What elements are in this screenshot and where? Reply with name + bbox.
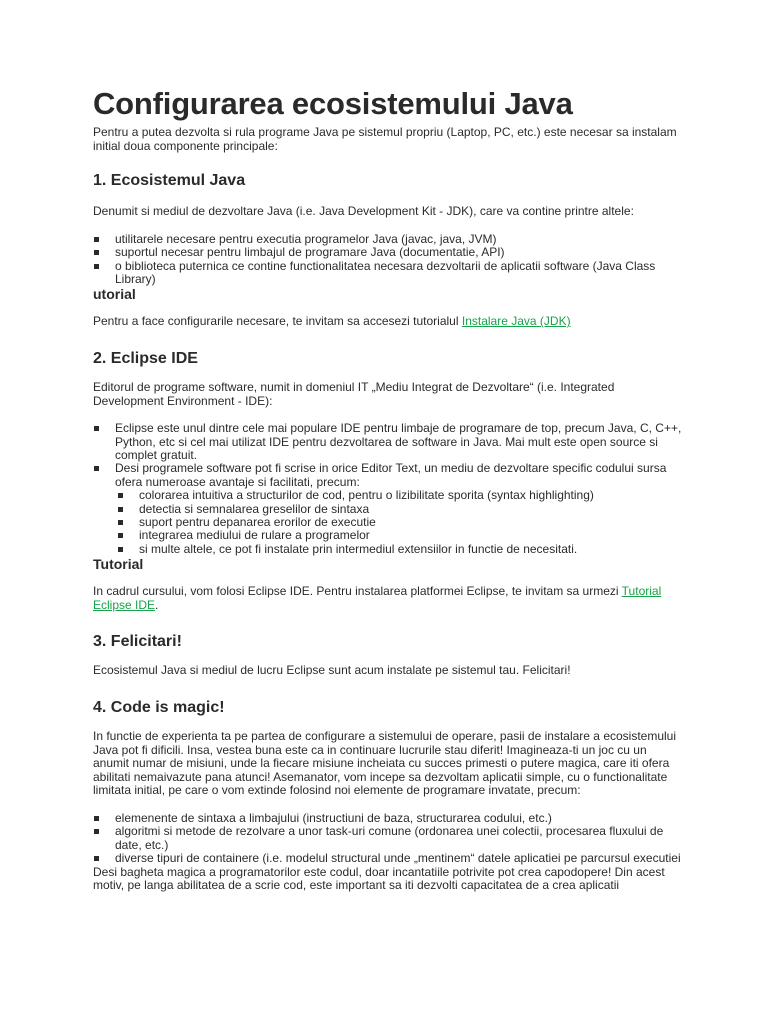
document-page — [93, 86, 683, 893]
code-magic-list — [93, 812, 683, 866]
tutorial-java-text — [93, 315, 683, 329]
tutorial-eclipse-prefix: In cadrul cursului, vom folosi Eclipse IDE. Pentru instalarea platformei Eclipse, te invitam sa urmezi — [93, 584, 622, 599]
section-heading-felicitari: 3. Felicitari! — [93, 633, 182, 651]
list-item: utilitarele necesare pentru executia programelor Java (javac, java, JVM) — [93, 233, 683, 246]
page-title: Configurarea ecosistemului Java — [93, 86, 573, 121]
eclipse-list — [93, 422, 683, 556]
section-code-magic-text: In functie de experienta ta pe partea de configurare a sistemului de operare, pasii de instalare a ecosistemului Java pot fi dificili. Insa, vestea buna este ca in continuare lucrurile stau diferit! Imagineaza-ti un joc cu un anumit numar de misiuni, unde la fiecare misiune incheiata cu succes primesti o putere magica, care iti ofera abilitati nemaivazute pana atunci! Asemanator, vom incepe sa dezvoltam aplicatii simple, cu o functionalitate limitata initial, pe care o vom extinde folosind noi elemente de programare invatate, precum: — [93, 729, 677, 798]
list-item: diverse tipuri de containere (i.e. modelul structural unde „mentinem“ datele aplicatiei pe parcursul executiei — [93, 852, 683, 865]
list-item: elemenente de sintaxa a limbajului (instructiuni de baza, structurarea codului, etc.) — [93, 812, 683, 825]
tutorial-eclipse-text — [93, 585, 683, 612]
list-item: algoritmi si metode de rezolvare a unor task-uri comune (ordonarea unei colectii, procesarea fluxului de date, etc.) — [93, 825, 683, 852]
list-item — [93, 462, 683, 556]
sub-list-item: suport pentru depanarea erorilor de executie — [93, 516, 683, 529]
list-item-text: Desi programele software pot fi scrise in orice Editor Text, un mediu de dezvoltare specific codului sursa ofera numeroase avantaje si facilitati, precum: — [115, 461, 667, 489]
list-item: o biblioteca puternica ce contine functionalitatea necesara dezvoltarii de aplicatii software (Java Class Library) — [93, 260, 683, 287]
section-heading-code-magic: 4. Code is magic! — [93, 699, 225, 717]
sub-list-item: detectia si semnalarea greselilor de sintaxa — [93, 503, 683, 516]
closing-paragraph: Desi bagheta magica a programatorilor este codul, doar incantatiile potrivite pot crea capodopere! Din acest motiv, pe langa abilitatea de a scrie cod, este important sa iti dezvolti capacitatea de a crea aplicatii — [93, 864, 665, 893]
tutorial-eclipse-link[interactable]: Tutorial Eclipse IDE — [93, 584, 662, 612]
ecosistem-list — [93, 233, 683, 287]
intro-paragraph: Pentru a putea dezvolta si rula programe Java pe sistemul propriu (Laptop, PC, etc.) este necesar sa instalam initial doua componente principale: — [93, 125, 677, 153]
sub-list-item: colorarea intuitiva a structurilor de cod, pentru o lizibilitate sporita (syntax highlighting) — [93, 489, 683, 502]
list-item: suportul necesar pentru limbajul de programare Java (documentatie, API) — [93, 246, 683, 259]
section-heading-ecosistem: 1. Ecosistemul Java — [93, 172, 246, 190]
eclipse-sublist — [93, 489, 683, 556]
section-heading-eclipse: 2. Eclipse IDE — [93, 350, 198, 367]
instalare-java-link[interactable]: Instalare Java (JDK) — [461, 314, 571, 329]
tutorial-heading-java: utorial — [93, 286, 136, 303]
section-ecosistem-text: Denumit si mediul de dezvoltare Java (i.e. Java Development Kit - JDK), care va contine printre altele: — [93, 204, 634, 219]
tutorial-heading-eclipse: Tutorial — [93, 556, 144, 573]
list-item: Eclipse este unul dintre cele mai populare IDE pentru limbaje de programare de top, precum Java, C, C++, Python, etc si cel mai utilizat IDE pentru dezvoltarea de software in Java. Mai mult este open source si complet gratuit. — [93, 422, 683, 462]
sub-list-item: si multe altele, ce pot fi instalate prin intermediul extensiilor in functie de necesitati. — [93, 543, 683, 556]
sub-list-item: integrarea mediului de rulare a programelor — [93, 529, 683, 542]
tutorial-eclipse-suffix: . — [155, 597, 159, 612]
tutorial-java-prefix: Pentru a face configurarile necesare, te invitam sa accesezi tutorialul — [93, 314, 462, 329]
section-felicitari-text: Ecosistemul Java si mediul de lucru Eclipse sunt acum instalate pe sistemul tau. Felicitari! — [93, 663, 571, 678]
section-eclipse-text: Editorul de programe software, numit in domeniul IT „Mediu Integrat de Dezvoltare“ (i.e. Integrated Development Environment - IDE): — [93, 380, 615, 408]
